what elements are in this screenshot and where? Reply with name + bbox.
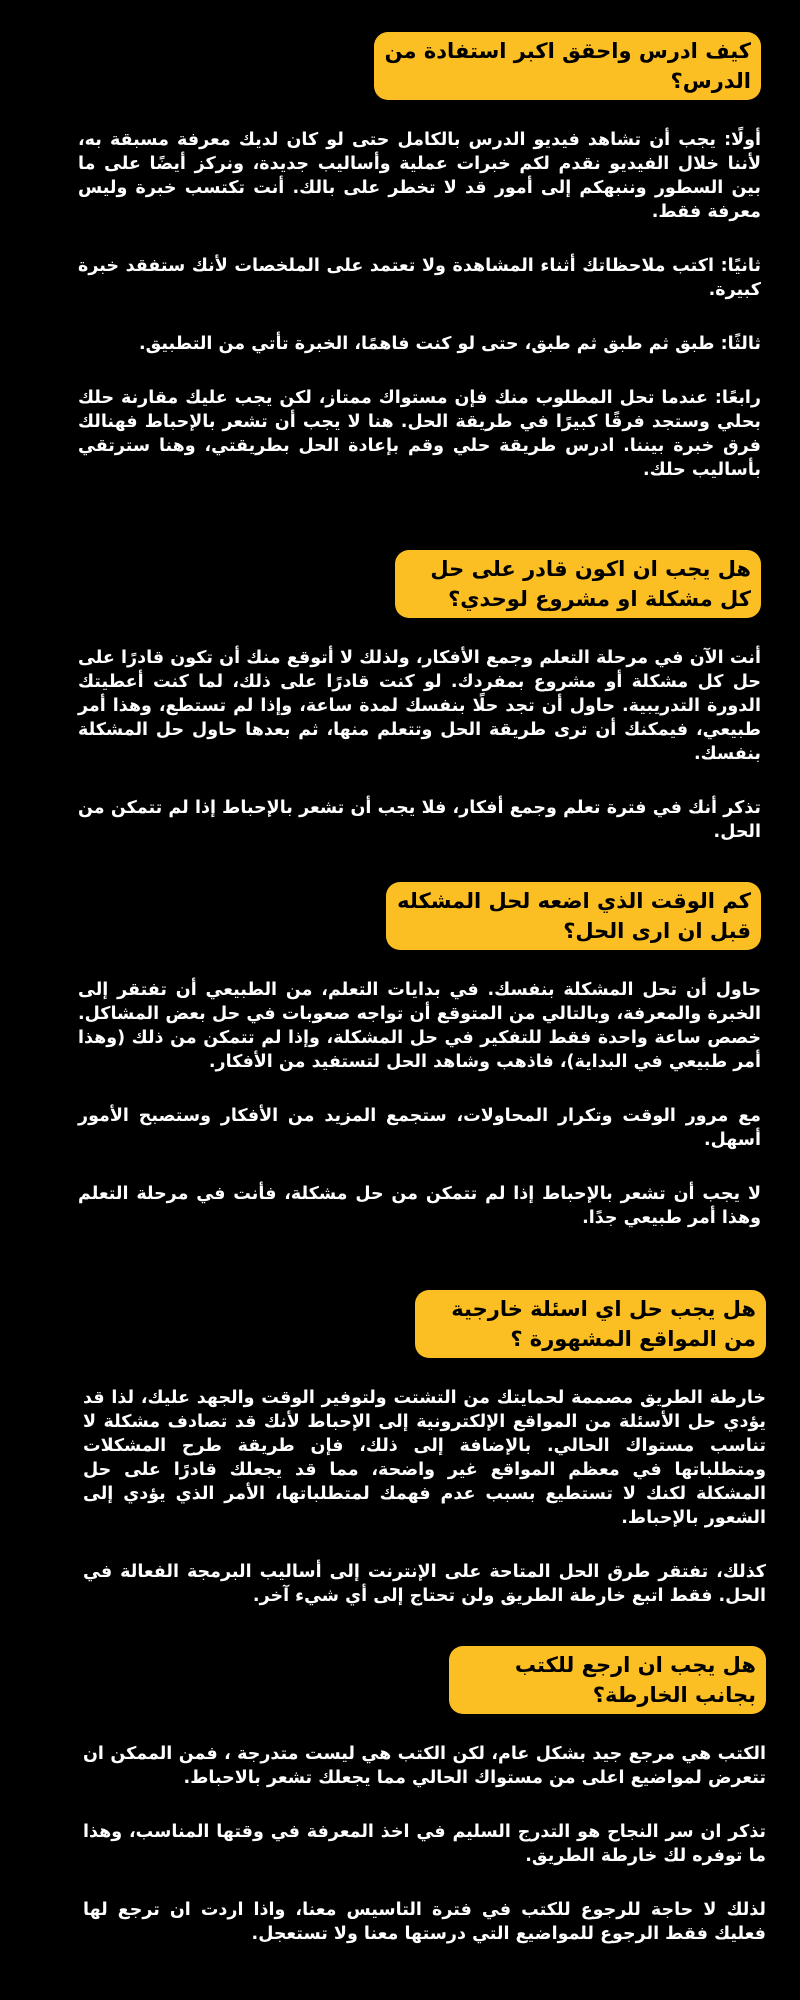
section-heading: هل يجب حل اي اسئلة خارجية من المواقع المشهورة ؟ [415,1290,766,1358]
section-paragraph: مع مرور الوقت وتكرار المحاولات، ستجمع المزيد من الأفكار وستصبح الأمور أسهل. [78,1106,761,1150]
section-paragraph: كذلك، تفتقر طرق الحل المتاحة على الإنترنت إلى أساليب البرمجة الفعالة في الحل. فقط اتبع خارطة الطريق ولن تحتاج إلى أي شيء آخر. [83,1562,766,1606]
faq-section-books [83,1646,766,1946]
section-paragraph: تذكر أنك في فترة تعلم وجمع أفكار، فلا يجب أن تشعر بالإحباط إذا لم تتمكن من الحل. [78,798,761,842]
section-paragraph: حاول أن تحل المشكلة بنفسك. في بدايات التعلم، من الطبيعي أن تفتقر إلى الخبرة والمعرفة، وبالتالي من المتوقع أن تواجه صعوبات في حل بعض المشاكل. خصص ساعة واحدة فقط للتفكير في حل المشكلة، وإذا لم تتمكن من ذلك (وهذا أمر طبيعي في البداية)، فاذهب وشاهد الحل لتستفيد من الأفكار. [78,980,761,1072]
section-heading: هل يجب ان ارجع للكتب بجانب الخارطة؟ [449,1646,766,1714]
section-heading: كيف ادرس واحقق اكبر استفادة من الدرس؟ [374,32,761,100]
section-paragraph: الكتب هي مرجع جيد بشكل عام، لكن الكتب هي ليست متدرجة ، فمن الممكن ان تتعرض لمواضيع اعلى من مستواك الحالي مما يجعلك تشعر بالاحباط. [83,1744,766,1788]
section-paragraph: ثانيًا: اكتب ملاحظاتك أثناء المشاهدة ولا تعتمد على الملخصات لأنك ستفقد خبرة كبيرة. [78,256,761,300]
section-paragraph: رابعًا: عندما تحل المطلوب منك فإن مستواك ممتاز، لكن يجب عليك مقارنة حلك بحلي وستجد فرقًا كبيرًا في طريقة الحل. هنا لا يجب أن تشعر بالإحباط فهنالك فرق خبرة بيننا. ادرس طريقة حلي وقم بإعادة الحل بطريقتي، وهنا سترتقي بأساليب حلك. [78,388,761,480]
faq-section-study [78,32,761,482]
faq-section-solve-alone [78,550,761,844]
faq-section-time [78,882,761,1230]
section-heading: كم الوقت الذي اضعه لحل المشكله قبل ان ارى الحل؟ [386,882,761,950]
section-heading: هل يجب ان اكون قادر على حل كل مشكلة او مشروع لوحدي؟ [395,550,761,618]
section-paragraph: لذلك لا حاجة للرجوع للكتب في فترة التاسيس معنا، واذا اردت ان ترجع لها فعليك فقط الرجوع للمواضيع التي درستها معنا ولا تستعجل. [83,1900,766,1944]
section-paragraph: تذكر ان سر النجاح هو التدرج السليم في اخذ المعرفة في وقتها المناسب، وهذا ما توفره لك خارطة الطريق. [83,1822,766,1866]
section-paragraph: خارطة الطريق مصممة لحمايتك من التشتت ولتوفير الوقت والجهد عليك، لذا قد يؤدي حل الأسئلة من المواقع الإلكترونية إلى الإحباط لأنك قد تصادف مشكلة لا تناسب مستواك الحالي. بالإضافة إلى ذلك، فإن طريقة طرح المشكلات ومتطلباتها في معظم المواقع غير واضحة، مما قد يجعلك قادرًا على حل المشكلة لكنك لا تستطيع بسبب عدم فهمك لمتطلباتها، الأمر الذي يؤدي إلى الشعور بالإحباط. [83,1388,766,1528]
section-paragraph: أولًا: يجب أن تشاهد فيديو الدرس بالكامل حتى لو كان لديك معرفة مسبقة به، لأننا خلال الفيديو نقدم لكم خبرات عملية وأساليب جديدة، ونركز أيضًا على ما بين السطور وننبهكم إلى أمور قد لا تخطر على بالك. أنت تكتسب خبرة وليس معرفة فقط. [78,130,761,222]
section-paragraph: لا يجب أن تشعر بالإحباط إذا لم تتمكن من حل مشكلة، فأنت في مرحلة التعلم وهذا أمر طبيعي جدًا. [78,1184,761,1228]
section-paragraph: ثالثًا: طبق ثم طبق ثم طبق، حتى لو كنت فاهمًا، الخبرة تأتي من التطبيق. [138,334,761,354]
faq-section-external-questions [83,1290,766,1608]
section-paragraph: أنت الآن في مرحلة التعلم وجمع الأفكار، ولذلك لا أتوقع منك أن تكون قادرًا على حل كل مشكلة أو مشروع بمفردك. لو كنت قادرًا على ذلك، لما كنت أعطيتك الدورة التدريبية. حاول أن تجد حلًا بنفسك لمدة ساعة، وإذا لم تستطع، وهذا أمر طبيعي، فيمكنك أن ترى طريقة الحل وتتعلم منها، ثم بعدها حاول حل المشكلة بنفسك. [78,648,761,764]
